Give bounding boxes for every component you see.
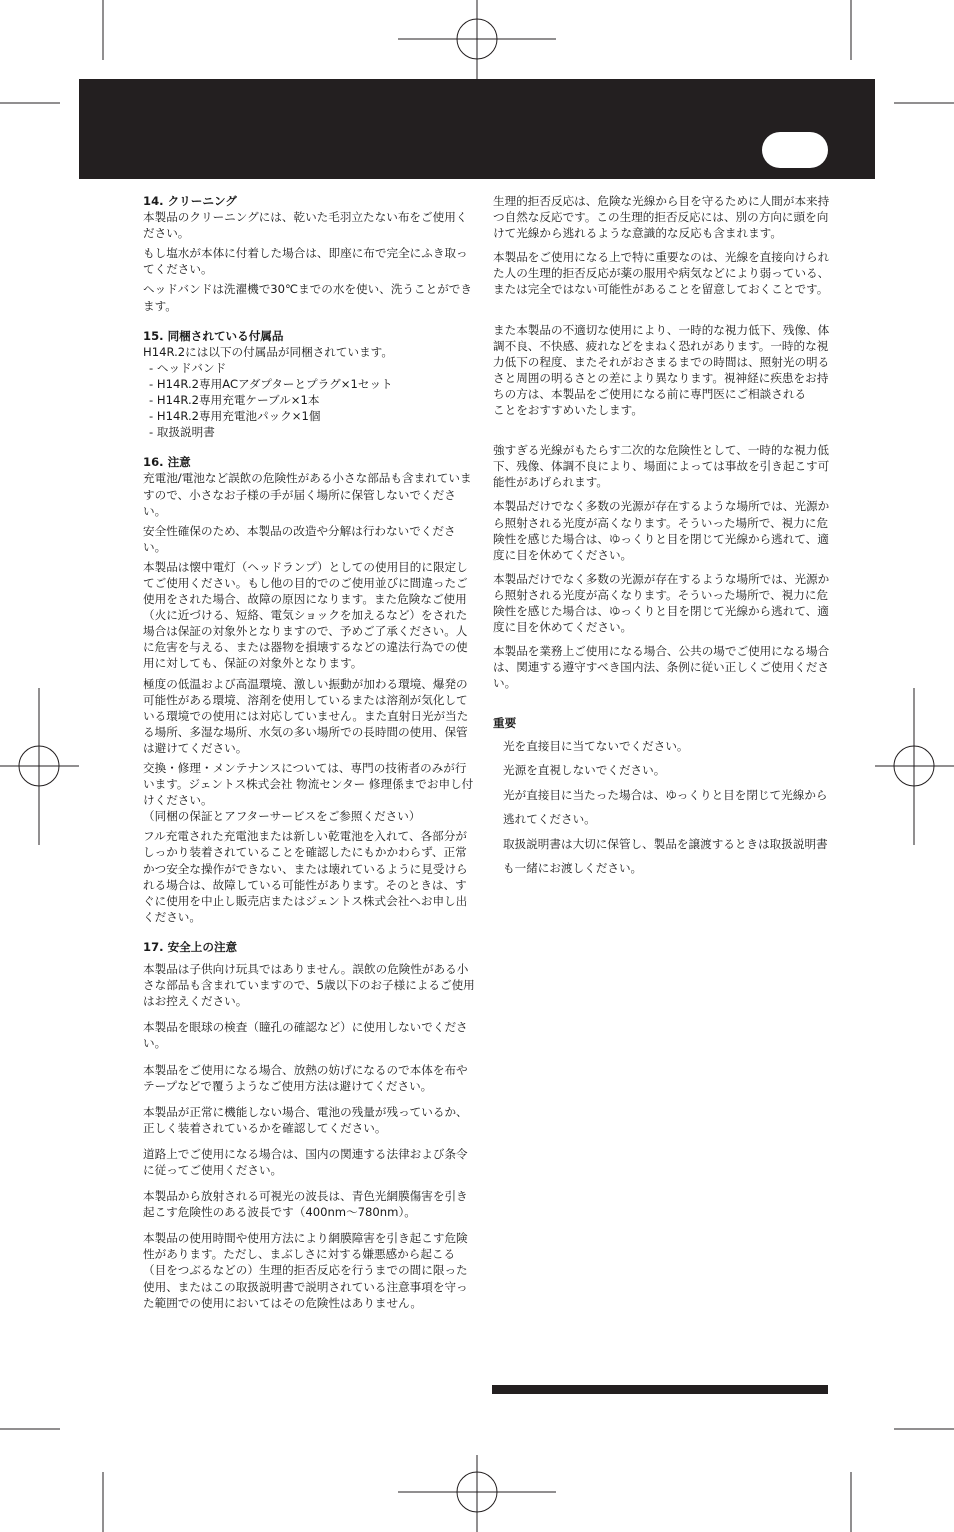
paragraph: 本製品だけでなく多数の光源が存在するような場所では、光源から照射される光度が高くなります。そういった場所で、視力に危険性を感じた場合は、ゆっくりと目を閉じて光線から逃れて、適度に目を休めてください。 bbox=[493, 499, 830, 562]
paragraph: 本製品をご使用になる場合、放熱の妨げになるので本体を布やテープなどで覆うようなご使用方法は避けてください。 bbox=[143, 1062, 468, 1093]
section-heading: 17. 安全上の注意 bbox=[143, 939, 238, 954]
header-bar bbox=[79, 79, 875, 179]
paragraph: 本製品のクリーニングには、乾いた毛羽立たない布をご使用ください。 bbox=[143, 210, 468, 241]
list-item: - H14R.2専用ACアダプターとプラグ×1セット bbox=[149, 376, 393, 391]
list-item: - H14R.2専用充電ケーブル×1本 bbox=[149, 393, 320, 408]
paragraph: H14R.2には以下の付属品が同梱されています。 bbox=[143, 344, 393, 359]
section-heading: 重要 bbox=[493, 716, 517, 731]
paragraph: 交換・修理・メンテナンスについては、専門の技術者のみが行います。ジェントス株式会社 物流センター 修理係までお申し付けください。 （同梱の保証とアフターサービスをご参照ください） bbox=[143, 761, 474, 824]
paragraph: 本製品は子供向け玩具ではありません。誤飲の危険性がある小さな部品も含まれていますので、5歳以下のお子様によるご使用はお控えください。 bbox=[143, 962, 475, 1009]
paragraph: 本製品を眼球の検査（瞳孔の確認など）に使用しないでください。 bbox=[143, 1020, 468, 1051]
paragraph: フル充電された充電池または新しい乾電池を入れて、各部分がしっかり装着されていることを確認したにもかかわらず、正常かつ安全な操作ができない、または壊れているように見受けられる場合は、故障している可能性があります。そのときは、すぐに使用を中止し販売店またはジェントス株式会社へお申し出ください。 bbox=[143, 829, 468, 924]
section-caution bbox=[143, 454, 478, 925]
section-included-accessories bbox=[143, 328, 478, 441]
list-item: 光を直接目に当てないでください。 bbox=[503, 738, 689, 753]
section-important bbox=[493, 715, 831, 880]
section-heading: 15. 同梱されている付属品 bbox=[143, 328, 284, 343]
paragraph: 充電池/電池など誤飲の危険性がある小さな部品も含まれていますので、小さなお子様の手が届く場所に保管しないでください。 bbox=[143, 471, 472, 518]
paragraph: 本製品の使用時間や使用方法により網膜障害を引き起こす危険性があります。ただし、まぶしさに対する嫌悪感から起こる（目をつぶるなどの）生理的拒否反応を行うまでの間に限った使用、またはこの取扱説明書で説明されている注意事項を守った範囲での使用においてはその危険性はありません。 bbox=[143, 1231, 468, 1310]
paragraph: 本製品は懐中電灯（ヘッドランプ）としての使用目的に限定してご使用ください。もし他の目的でのご使用並びに間違ったご使用をされた場合、故障の原因になります。また危険なご使用（火に近づける、短絡、電気ショックを加えるなど）をされた場合は保証の対象外となりますので、予めご了承ください。人に危害を与える、または器物を損壊するなどの違法行為での使用に対しても、保証の対象外となります。 bbox=[143, 559, 468, 671]
list-item: - 取扱説明書 bbox=[149, 425, 215, 440]
paragraph: 本製品を業務上ご使用になる場合、公共の場でご使用になる場合は、関連する遵守すべき国内法、条例に従い正しくご使用ください。 bbox=[493, 644, 830, 691]
paragraph: 本製品が正常に機能しない場合、電池の残量が残っているか、正しく装着されているかを確認してください。 bbox=[143, 1104, 468, 1135]
accessory-list bbox=[143, 360, 478, 440]
paragraph: 本製品をご使用になる上で特に重要なのは、光線を直接向けられた人の生理的拒否反応が薬の服用や病気などにより弱っている、または完全ではない可能性があることを留意しておくことです。 bbox=[493, 250, 830, 297]
paragraph: 生理的拒否反応は、危険な光線から目を守るために人間が本来持つ自然な反応です。この生理的拒否反応には、別の方向に頭を向けて光線から逃れるような意識的な反応も含まれます。 bbox=[493, 194, 830, 241]
paragraph: 本製品だけでなく多数の光源が存在するような場所では、光源から照射される光度が高くなります。そういった場所で、視力に危険性を感じた場合は、ゆっくりと目を閉じて光線から逃れて、適度に目を休めてください。 bbox=[493, 571, 830, 635]
paragraph: ヘッドバンドは洗濯機で30℃までの水を使い、洗うことができます。 bbox=[143, 282, 472, 313]
list-item: 光が直接目に当たった場合は、ゆっくりと目を閉じて光線から逃れてください。 bbox=[503, 787, 828, 827]
paragraph: 極度の低温および高温環境、激しい振動が加わる環境、爆発の可能性がある環境、溶剤を使用しているまたは溶剤が気化している環境での使用には対応していません。また直射日光が当たる場所、多湿な場所、水気の多い場所での長時間の使用、保管は避けてください。 bbox=[143, 676, 469, 755]
section-safety-precautions bbox=[143, 939, 478, 1311]
paragraph: 安全性確保のため、本製品の改造や分解は行わないでください。 bbox=[143, 523, 456, 554]
list-item: - H14R.2専用充電池パック×1個 bbox=[149, 409, 321, 424]
list-item: 光源を直視しないでください。 bbox=[503, 763, 666, 778]
language-tab-pill bbox=[762, 132, 828, 168]
paragraph: 強すぎる光線がもたらす二次的な危険性として、一時的な視力低下、残像、体調不良により、場面によっては事故を引き起こす可能性があげられます。 bbox=[493, 443, 830, 490]
left-column bbox=[143, 193, 478, 1325]
right-column bbox=[493, 193, 831, 881]
section-heading: 16. 注意 bbox=[143, 455, 191, 470]
paragraph: 道路上でご使用になる場合は、国内の関連する法律および条令に従ってご使用ください。 bbox=[143, 1146, 468, 1177]
paragraph: もし塩水が本体に付着した場合は、即座に布で完全にふき取ってください。 bbox=[143, 246, 468, 277]
section-heading: 14. クリーニング bbox=[143, 194, 237, 208]
section-cleaning bbox=[143, 193, 478, 314]
list-item: - ヘッドバンド bbox=[149, 360, 227, 375]
important-list bbox=[493, 734, 831, 881]
footer-rule bbox=[492, 1385, 828, 1394]
paragraph: 本製品から放射される可視光の波長は、青色光網膜傷害を引き起こす危険性のある波長です（400nm〜780nm）。 bbox=[143, 1189, 468, 1220]
paragraph: また本製品の不適切な使用により、一時的な視力低下、残像、体調不良、不快感、疲れなどをまねく恐れがあります。一時的な視力低下の程度、またそれがおさまるまでの時間は、照射光の明るさと周囲の明るさとの差により異なります。視神経に疾患をお持ちの方は、本製品をご使用になる前に専門医にご相談される ことをおすすめいたします。 bbox=[493, 322, 830, 418]
list-item: 取扱説明書は大切に保管し、製品を譲渡するときは取扱説明書も一緒にお渡しください。 bbox=[503, 836, 828, 876]
